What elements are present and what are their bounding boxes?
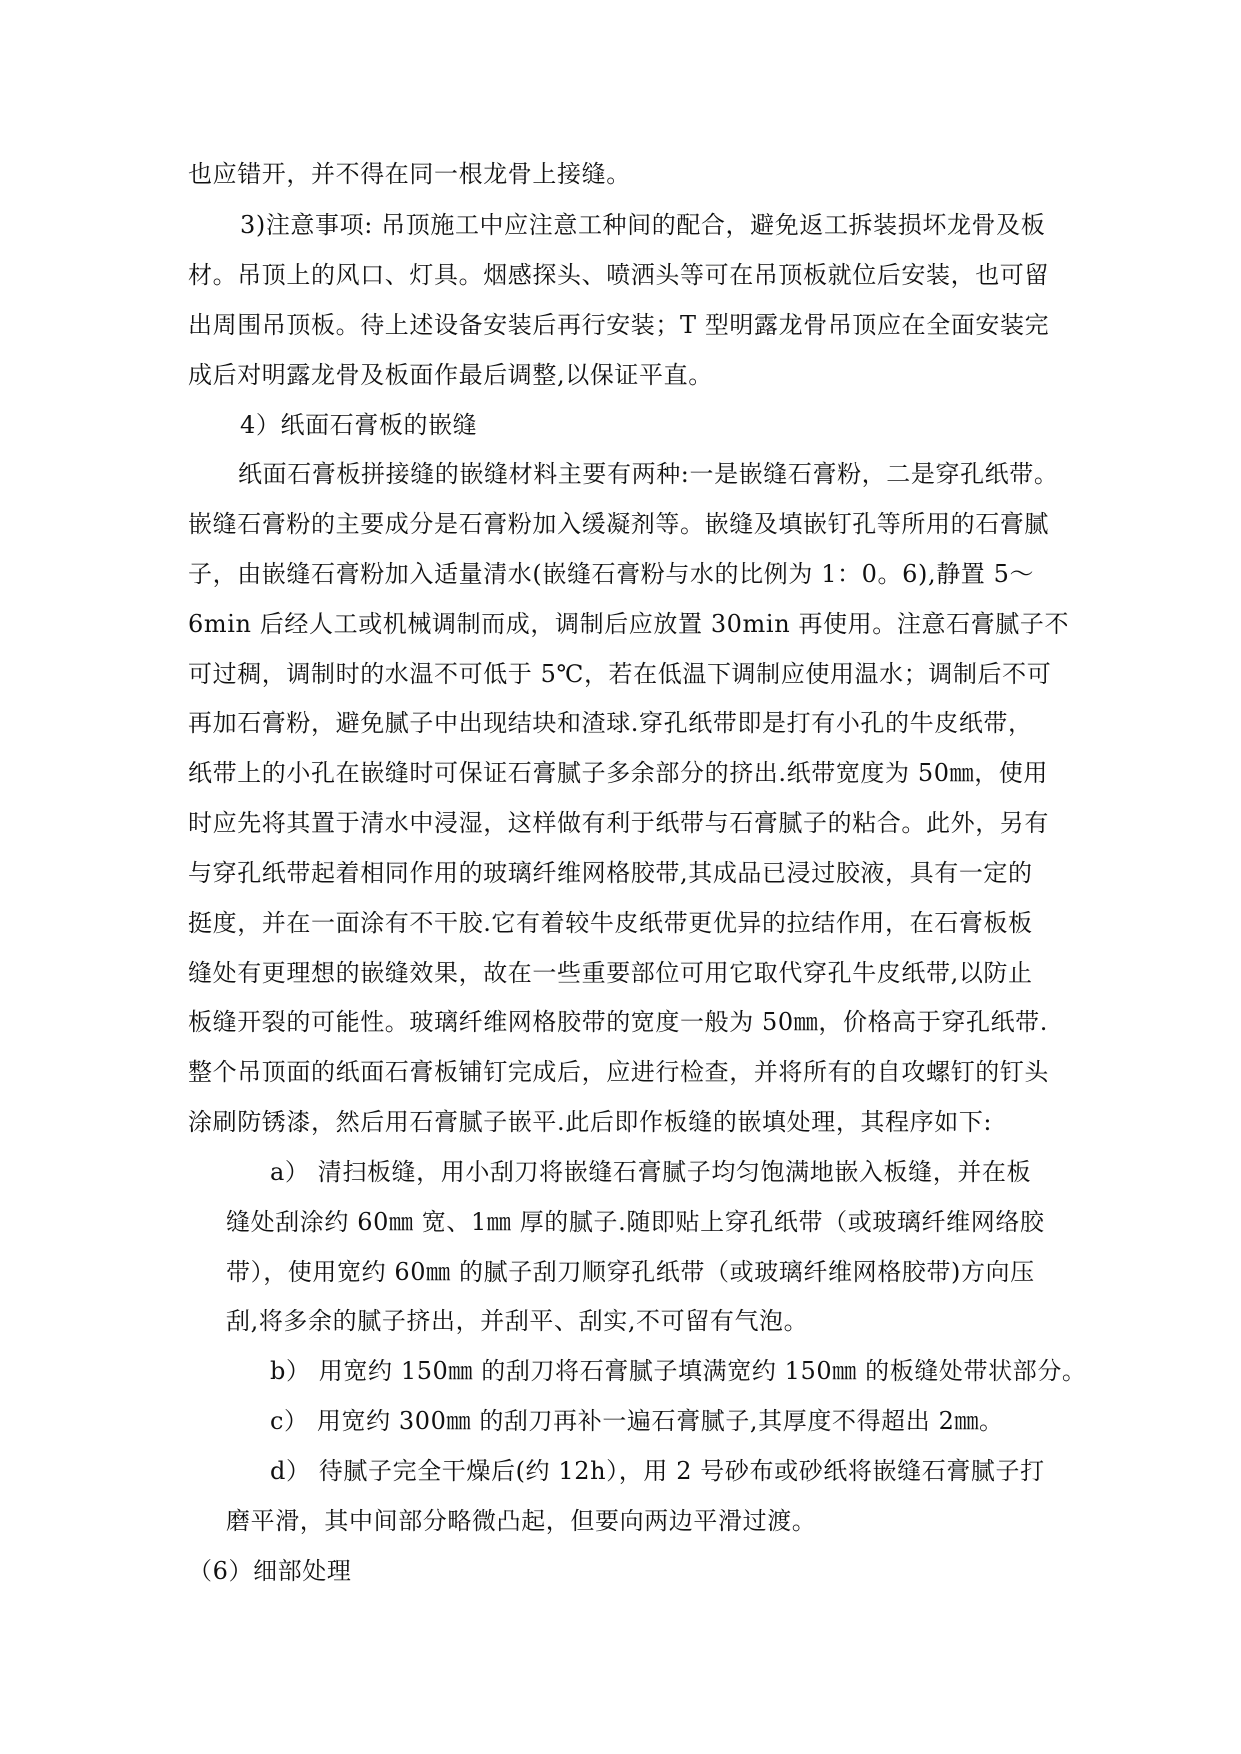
step-a-line: a） 清扫板缝，用小刮刀将嵌缝石膏腻子均匀饱满地嵌入板缝，并在板: [270, 1158, 1032, 1186]
body-text-line: 嵌缝石膏粉的主要成分是石膏粉加入缓凝剂等。嵌缝及填嵌钉孔等所用的石膏腻: [188, 510, 1049, 538]
body-text-line: 板缝开裂的可能性。玻璃纤维网格胶带的宽度一般为 50㎜，价格高于穿孔纸带.: [188, 1008, 1048, 1036]
body-text-line: 缝处有更理想的嵌缝效果，故在一些重要部位可用它取代穿孔牛皮纸带,以防止: [188, 959, 1033, 987]
note-heading-line: 3)注意事项: 吊顶施工中应注意工种间的配合，避免返工拆装损坏龙骨及板: [240, 211, 1046, 239]
body-text-line: 也应错开，并不得在同一根龙骨上接缝。: [188, 160, 631, 188]
body-text-line: 成后对明露龙骨及板面作最后调整,以保证平直。: [188, 361, 713, 389]
body-text-line: 时应先将其置于清水中浸湿，这样做有利于纸带与石膏腻子的粘合。此外，另有: [188, 809, 1049, 837]
step-a-continuation: 带），使用宽约 60㎜ 的腻子刮刀顺穿孔纸带（或玻璃纤维网格胶带)方向压: [226, 1258, 1035, 1286]
body-text-line: 整个吊顶面的纸面石膏板铺钉完成后，应进行检查，并将所有的自攻螺钉的钉头: [188, 1058, 1049, 1086]
step-d-line: d） 待腻子完全干燥后(约 12h），用 2 号砂布或砂纸将嵌缝石膏腻子打: [270, 1457, 1045, 1485]
step-a-continuation: 缝处刮涂约 60㎜ 宽、1㎜ 厚的腻子.随即贴上穿孔纸带（或玻璃纤维网络胶: [226, 1208, 1045, 1236]
body-text-line: 与穿孔纸带起着相同作用的玻璃纤维网格胶带,其成品已浸过胶液，具有一定的: [188, 859, 1033, 887]
body-text-line: 材。吊顶上的风口、灯具。烟感探头、喷洒头等可在吊顶板就位后安装，也可留: [188, 261, 1049, 289]
section-heading: 4）纸面石膏板的嵌缝: [240, 411, 478, 439]
body-text-line: 子，由嵌缝石膏粉加入适量清水(嵌缝石膏粉与水的比例为 1：0。6),静置 5～: [188, 560, 1035, 588]
body-text-line: 再加石膏粉，避免腻子中出现结块和渣球.穿孔纸带即是打有小孔的牛皮纸带，: [188, 709, 1033, 737]
body-text-line: 6min 后经人工或机械调制而成，调制后应放置 30min 再使用。注意石膏腻子不: [188, 610, 1070, 638]
body-text-line: 纸带上的小孔在嵌缝时可保证石膏腻子多余部分的挤出.纸带宽度为 50㎜，使用: [188, 759, 1048, 787]
body-text-line: 挺度，并在一面涂有不干胶.它有着较牛皮纸带更优异的拉结作用，在石膏板板: [188, 909, 1033, 937]
step-a-continuation: 刮,将多余的腻子挤出，并刮平、刮实,不可留有气泡。: [226, 1307, 809, 1335]
step-b-line: b） 用宽约 150㎜ 的刮刀将石膏腻子填满宽约 150㎜ 的板缝处带状部分。: [270, 1357, 1087, 1385]
body-text-line: 可过稠，调制时的水温不可低于 5℃，若在低温下调制应使用温水；调制后不可: [188, 660, 1052, 688]
body-text-line: 涂刷防锈漆，然后用石膏腻子嵌平.此后即作板缝的嵌填处理，其程序如下:: [188, 1108, 993, 1136]
section-heading: （6）细部处理: [188, 1557, 352, 1585]
step-c-line: c） 用宽约 300㎜ 的刮刀再补一遍石膏腻子,其厚度不得超出 2㎜。: [270, 1407, 1004, 1435]
step-d-continuation: 磨平滑，其中间部分略微凸起，但要向两边平滑过渡。: [226, 1507, 817, 1535]
body-text-line: 出周围吊顶板。待上述设备安装后再行安装；T 型明露龙骨吊顶应在全面安装完: [188, 311, 1050, 339]
body-text-line: 纸面石膏板拼接缝的嵌缝材料主要有两种:一是嵌缝石膏粉，二是穿孔纸带。: [238, 460, 1059, 488]
